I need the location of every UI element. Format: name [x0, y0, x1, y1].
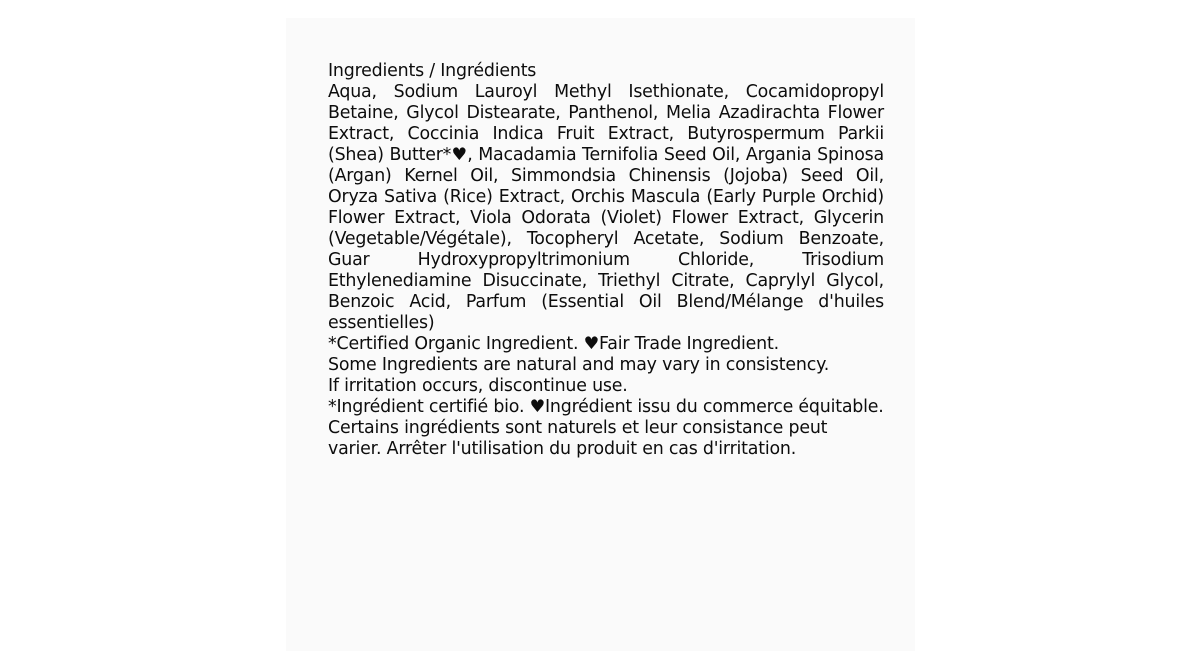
french-notes: *Ingrédient certifié bio. ♥Ingrédient issu du commerce équitable. Certains ingrédients sont naturels et leur consistance peut varier. Arrêter l'utilisation du produit en cas d'irritation. — [328, 397, 884, 459]
ingredients-label — [328, 61, 884, 460]
ingredients-heading: Ingredients / Ingrédients — [328, 61, 537, 81]
irritation-warning: If irritation occurs, discontinue use. — [328, 376, 628, 396]
natural-ingredients-note: Some Ingredients are natural and may vary in consistency. — [328, 355, 830, 375]
ingredient-list: Aqua, Sodium Lauroyl Methyl Isethionate, Cocamidopropyl Betaine, Glycol Distearate, Panthenol, Melia Azadirachta Flower Extract, Coccinia Indica Fruit Extract, Butyrospermum Parkii (Shea) Butter*♥, Macadamia Ternifolia Seed Oil, Argania Spinosa (Argan) Kernel Oil, Simmondsia Chinensis (Jojoba) Seed Oil, Oryza Sativa (Rice) Extract, Orchis Mascula (Early Purple Orchid) Flower Extract, Viola Odorata (Violet) Flower Extract, Glycerin (Vegetable/Végétale), Tocopheryl Acetate, Sodium Benzoate, Guar Hydroxypropyltrimonium Chloride, Trisodium Ethylenediamine Disuccinate, Triethyl Citrate, Caprylyl Glycol, Benzoic Acid, Parfum (Essential Oil Blend/Mélange d'huiles essentielles) — [328, 82, 884, 333]
certified-organic-note: *Certified Organic Ingredient. ♥Fair Trade Ingredient. — [328, 334, 779, 354]
